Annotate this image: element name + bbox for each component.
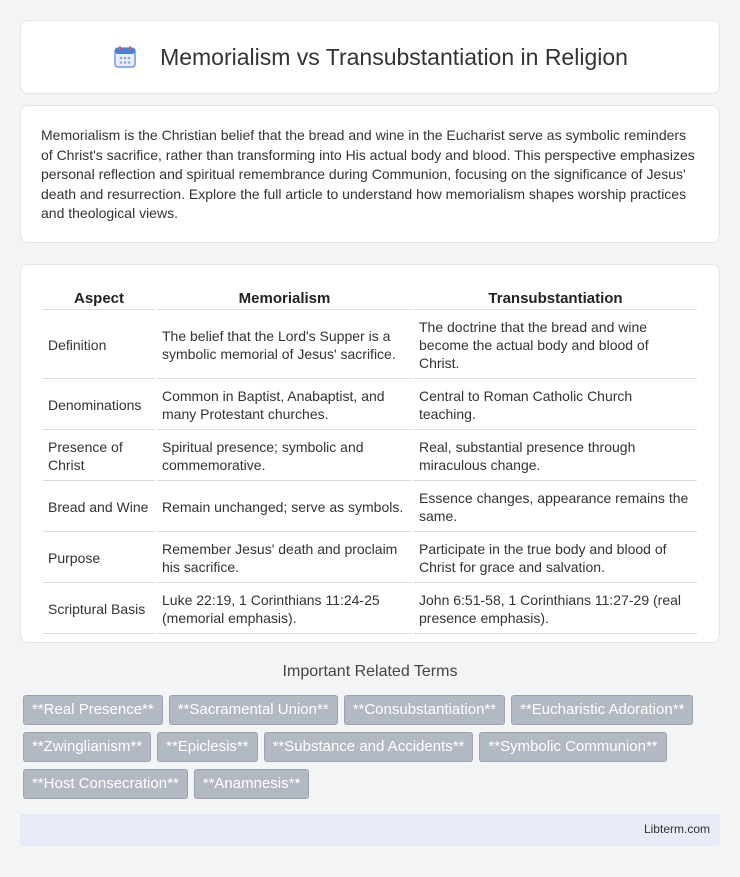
row-aspect: Purpose bbox=[43, 534, 155, 583]
table-row bbox=[43, 381, 697, 430]
tag-consubstantiation[interactable]: **Consubstantiation** bbox=[344, 695, 505, 725]
row-memorialism: Common in Baptist, Anabaptist, and many Protestant churches. bbox=[157, 381, 412, 430]
row-transubstantiation: Participate in the true body and blood of Christ for grace and salvation. bbox=[414, 534, 697, 583]
tag-symbolic-communion[interactable]: **Symbolic Communion** bbox=[479, 732, 666, 762]
tag-epiclesis[interactable]: **Epiclesis** bbox=[157, 732, 258, 762]
table-row bbox=[43, 585, 697, 634]
intro-card bbox=[20, 105, 720, 243]
table-header-row bbox=[43, 287, 697, 310]
footer-site-link[interactable]: Libterm.com bbox=[643, 822, 710, 836]
row-memorialism: Spiritual presence; symbolic and commemorative. bbox=[157, 432, 412, 481]
title-card bbox=[20, 20, 720, 94]
row-memorialism: The belief that the Lord's Supper is a symbolic memorial of Jesus' sacrifice. bbox=[157, 312, 412, 379]
row-transubstantiation: John 6:51-58, 1 Corinthians 11:27-29 (real presence emphasis). bbox=[414, 585, 697, 634]
comparison-table bbox=[41, 285, 699, 636]
table-row bbox=[43, 483, 697, 532]
table-row bbox=[43, 432, 697, 481]
calendar-icon bbox=[112, 44, 138, 70]
row-aspect: Bread and Wine bbox=[43, 483, 155, 532]
row-transubstantiation: Real, substantial presence through miraculous change. bbox=[414, 432, 697, 481]
tag-zwinglianism[interactable]: **Zwinglianism** bbox=[23, 732, 151, 762]
page-title: Memorialism vs Transubstantiation in Religion bbox=[160, 43, 628, 70]
footer bbox=[20, 814, 720, 846]
row-aspect: Denominations bbox=[43, 381, 155, 430]
intro-text: Memorialism is the Christian belief that the bread and wine in the Eucharist serve as symbolic reminders of Christ's sacrifice, rather than transforming into His actual body and blood. This perspective emphasizes personal reflection and spiritual remembrance during Communion, focusing on the significance of Jesus' death and resurrection. Explore the full article to understand how memorialism shapes worship practices and theological views. bbox=[41, 127, 695, 222]
table-row bbox=[43, 312, 697, 379]
header-aspect: Aspect bbox=[43, 287, 155, 310]
tag-sacramental-union[interactable]: **Sacramental Union** bbox=[169, 695, 338, 725]
tag-real-presence[interactable]: **Real Presence** bbox=[23, 695, 163, 725]
row-memorialism: Luke 22:19, 1 Corinthians 11:24-25 (memorial emphasis). bbox=[157, 585, 412, 634]
related-terms-tags bbox=[20, 695, 720, 799]
tag-host-consecration[interactable]: **Host Consecration** bbox=[23, 769, 188, 799]
tag-substance-and-accidents[interactable]: **Substance and Accidents** bbox=[264, 732, 474, 762]
row-transubstantiation: Central to Roman Catholic Church teaching. bbox=[414, 381, 697, 430]
row-transubstantiation: Essence changes, appearance remains the same. bbox=[414, 483, 697, 532]
related-terms-section bbox=[20, 663, 720, 799]
header-memorialism: Memorialism bbox=[157, 287, 412, 310]
row-aspect: Scriptural Basis bbox=[43, 585, 155, 634]
comparison-table-card bbox=[20, 264, 720, 643]
row-transubstantiation: The doctrine that the bread and wine become the actual body and blood of Christ. bbox=[414, 312, 697, 379]
tag-eucharistic-adoration[interactable]: **Eucharistic Adoration** bbox=[511, 695, 693, 725]
header-transubstantiation: Transubstantiation bbox=[414, 287, 697, 310]
row-aspect: Presence of Christ bbox=[43, 432, 155, 481]
row-memorialism: Remain unchanged; serve as symbols. bbox=[157, 483, 412, 532]
table-row bbox=[43, 534, 697, 583]
related-terms-heading: Important Related Terms bbox=[282, 663, 458, 680]
tag-anamnesis[interactable]: **Anamnesis** bbox=[194, 769, 310, 799]
row-aspect: Definition bbox=[43, 312, 155, 379]
row-memorialism: Remember Jesus' death and proclaim his sacrifice. bbox=[157, 534, 412, 583]
